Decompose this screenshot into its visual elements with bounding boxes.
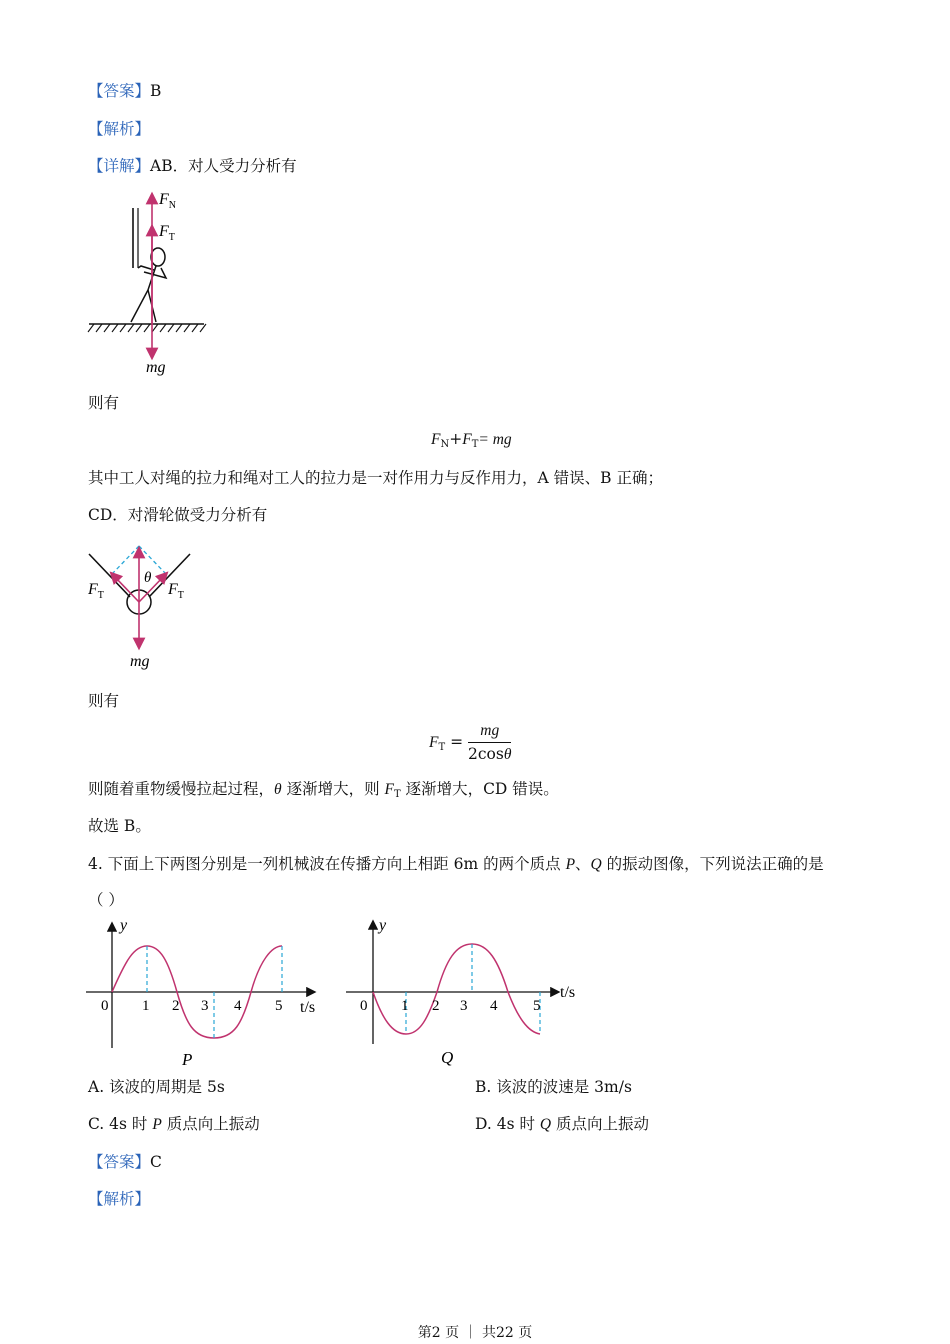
detail-tag: 【详解】 xyxy=(88,157,151,175)
reasoning-1: 其中工人对绳的拉力和绳对工人的拉力是一对作用力与反作用力，A 错误、B 正确； xyxy=(88,469,663,487)
vibration-graph-q xyxy=(346,914,596,1074)
answer-line-q3 xyxy=(88,81,161,101)
fn-label: $F_N$ xyxy=(159,191,177,211)
mg-label-2: mg xyxy=(130,653,150,670)
analysis-tag: 【解析】 xyxy=(88,120,151,138)
p-ylabel: y xyxy=(120,917,128,934)
answer-line-q4 xyxy=(88,1152,162,1172)
p-name: P xyxy=(182,1050,193,1069)
answer-tag: 【答案】 xyxy=(88,82,151,100)
cd-text: CD．对滑轮做受力分析有 xyxy=(88,506,268,524)
analysis-line-q4 xyxy=(88,1189,150,1209)
then-have-2: 则有 xyxy=(88,692,120,710)
p-tick-1: 1 xyxy=(142,998,150,1014)
ft-label: $F_T$ xyxy=(159,223,175,243)
conclusion: 故选 B。 xyxy=(88,817,151,835)
p-tick-3: 3 xyxy=(201,998,209,1014)
p-xlabel: t/s xyxy=(300,999,316,1016)
option-a: A. 该波的周期是 5s xyxy=(88,1078,225,1096)
mg-label: mg xyxy=(146,359,166,376)
ft-right-label: $F_T$ xyxy=(168,581,184,601)
q-ylabel: y xyxy=(379,917,387,934)
p-tick-0: 0 xyxy=(101,998,109,1014)
worker-force-diagram xyxy=(86,186,216,378)
analysis-tag-q4: 【解析】 xyxy=(88,1190,151,1208)
q-tick-5: 5 xyxy=(533,998,541,1014)
vibration-graph-p xyxy=(86,914,326,1074)
p-tick-4: 4 xyxy=(234,998,242,1014)
q-tick-1: 1 xyxy=(401,998,409,1014)
pulley-force-diagram xyxy=(84,540,204,672)
option-c: C. 4s 时 P 质点向上振动 xyxy=(88,1115,260,1133)
equation-2: $F_T$ = $\frac{mg}{2\cos\theta}$ xyxy=(429,722,512,763)
equation-1: $F_N+F_T=$ mg xyxy=(431,430,512,450)
q-xlabel: t/s xyxy=(560,984,576,1001)
then-have-1: 则有 xyxy=(88,394,120,412)
detail-line xyxy=(88,156,297,176)
q-tick-3: 3 xyxy=(460,998,468,1014)
answer-value: B xyxy=(150,82,162,100)
q-tick-2: 2 xyxy=(432,998,440,1014)
q4-paren: （ ） xyxy=(88,891,124,909)
detail-text: AB．对人受力分析有 xyxy=(150,157,297,175)
q-tick-4: 4 xyxy=(490,998,498,1014)
q-tick-0: 0 xyxy=(360,998,368,1014)
option-d: D. 4s 时 Q 质点向上振动 xyxy=(475,1115,650,1133)
q4-stem: 4. 下面上下两图分别是一列机械波在传播方向上相距 6m 的两个质点 P、Q 的振动图像，下列说法正确的是 xyxy=(88,855,824,873)
p-tick-5: 5 xyxy=(275,998,283,1014)
analysis-line-q3 xyxy=(88,119,150,139)
theta-label: θ xyxy=(144,570,152,586)
option-b: B. 该波的波速是 3m/s xyxy=(475,1078,632,1096)
reasoning-2: 则随着重物缓慢拉起过程，θ 逐渐增大，则 $F_T$ 逐渐增大，CD 错误。 xyxy=(88,780,559,800)
answer-value-q4: C xyxy=(150,1153,162,1171)
q-name: Q xyxy=(441,1048,454,1067)
ft-left-label: $F_T$ xyxy=(88,581,104,601)
page-footer: 第2 页 ｜ 共22 页 xyxy=(417,1325,533,1341)
p-tick-2: 2 xyxy=(172,998,180,1014)
answer-tag-q4: 【答案】 xyxy=(88,1153,151,1171)
